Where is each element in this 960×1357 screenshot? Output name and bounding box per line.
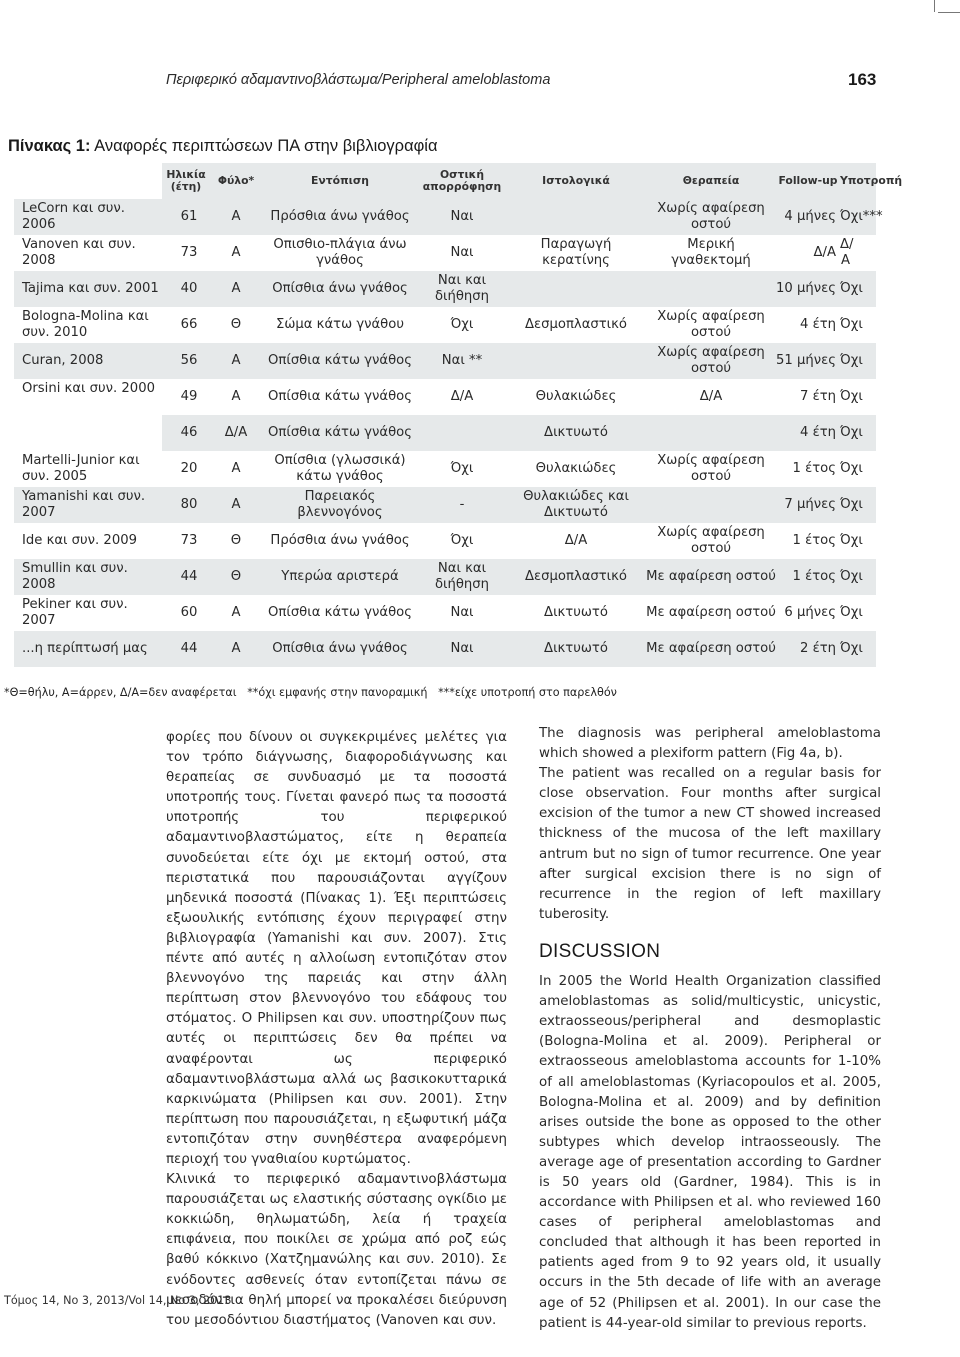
recurrence-cell: Όχι [840, 595, 876, 631]
recurrence-cell: Δ/Α [840, 235, 876, 271]
histo-cell: Παραγωγή κερατίνης [506, 235, 646, 271]
page-number: 163 [848, 70, 877, 89]
age-cell: 56 [162, 343, 210, 379]
histo-cell: Δεσμοπλαστικό [506, 559, 646, 595]
col-header: Εντόπιση [262, 163, 418, 199]
bone-cell: Όχι [418, 523, 506, 559]
followup-cell: 2 έτη [776, 631, 840, 667]
left-column [166, 728, 507, 1331]
bone-cell: Ναι [418, 199, 506, 235]
reference-cell: Yamanishi και συν. 2007 [14, 487, 162, 523]
recurrence-cell: Όχι [840, 415, 876, 451]
reference-cell: Orsini και συν. 2000 [14, 379, 162, 451]
running-title: Περιφερικό αδαμαντινοβλάστωμα/Peripheral ameloblastoma [166, 72, 551, 88]
therapy-cell: Χωρίς αφαίρεση οστού [646, 523, 776, 559]
site-cell: Οπίσθια κάτω γνάθος [262, 415, 418, 451]
reference-cell: Curan, 2008 [14, 343, 162, 379]
sex-cell: Α [210, 343, 262, 379]
sex-cell: Α [210, 271, 262, 307]
table-row [14, 307, 876, 343]
histo-cell: Δεσμοπλαστικό [506, 307, 646, 343]
therapy-cell: Μερική γναθεκτομή [646, 235, 776, 271]
recurrence-cell: Όχι [840, 523, 876, 559]
table-header-blank [14, 163, 162, 199]
followup-cell: 4 έτη [776, 415, 840, 451]
age-cell: 61 [162, 199, 210, 235]
site-cell: Οπίσθια άνω γνάθος [262, 631, 418, 667]
col-header: Φύλο* [210, 163, 262, 199]
site-cell: Οπίσθια κάτω γνάθος [262, 379, 418, 415]
age-cell: 44 [162, 631, 210, 667]
col-header: Ηλικία (έτη) [162, 163, 210, 199]
followup-cell: 1 έτος [776, 523, 840, 559]
paragraph: In 2005 the World Health Organization classified ameloblastomas as solid/multicystic, unicystic, extraosseous/peripheral and desmoplastic (Bologna-Molina et al. 2009). Peripheral or extraosseous ameloblastoma accounts for 1-10% of all ameloblastomas (Kyriacopoulos et al. 2005, Bologna-Molina et al. 2009) and by definition arises outside the bone as opposed to the other subtypes which develop intraosseously. The average age of presentation according to Gardner is 50 years old (Gardner, 1984). This is in accordance with Philipsen et al. who reviewed 160 cases of peripheral ameloblastomas and concluded that although it has been reported in patients aged from 9 to 92 years old, it usually occurs in the 5th decade of life with an average age of 52 (Philipsen et al. 2001). In our case the patient is 44-year-old similar to previous reports. [539, 974, 881, 1331]
recurrence-cell: Όχι [840, 487, 876, 523]
age-cell: 20 [162, 451, 210, 487]
histo-cell [506, 199, 646, 235]
bone-cell: Ναι και διήθηση [418, 271, 506, 307]
table-row [14, 631, 876, 667]
table-row [14, 595, 876, 631]
therapy-cell: Χωρίς αφαίρεση οστού [646, 307, 776, 343]
histo-cell [506, 271, 646, 307]
followup-cell: 10 μήνες [776, 271, 840, 307]
site-cell: Πρόσθια άνω γνάθος [262, 199, 418, 235]
bone-cell: Ναι [418, 631, 506, 667]
site-cell: Οπίσθια κάτω γνάθος [262, 343, 418, 379]
reference-cell: ...η περίπτωσή μας [14, 631, 162, 667]
paragraph: Κλινικά το περιφερικό αδαμαντινοβλάστωμα παρουσιάζεται ως ελαστικής σύστασης ογκίδιο με κοκκιώδη, θηλωματώδη, λεία ή τραχεία επιφάνεια, που ποικίλει σε χρώμα από ροζ εώς βαθύ κόκκινο (Χατζημανώλης και συν. 2010). Σε ενόδοντες ασθενείς όταν εντοπίζεται πάνω σε μεσοδόντια θηλή μπορεί να προκαλέσει διεύρυνση του μεσοδόντιου διαστήματος (Vanoven και συν. [166, 1172, 507, 1328]
histo-cell: Δικτυωτό [506, 415, 646, 451]
therapy-cell: Με αφαίρεση οστού [646, 559, 776, 595]
col-header: Υποτροπή [840, 163, 876, 199]
reference-cell: LeCorn και συν. 2006 [14, 199, 162, 235]
sex-cell: Α [210, 235, 262, 271]
therapy-cell: Χωρίς αφαίρεση οστού [646, 451, 776, 487]
followup-cell: 4 έτη [776, 307, 840, 343]
bone-cell: Δ/Α [418, 379, 506, 415]
table-title [8, 137, 438, 156]
sex-cell: Α [210, 379, 262, 415]
sex-cell: Δ/Α [210, 415, 262, 451]
therapy-cell [646, 415, 776, 451]
reference-cell: Martelli-Junior και συν. 2005 [14, 451, 162, 487]
sex-cell: Α [210, 631, 262, 667]
recurrence-cell: Όχι [840, 559, 876, 595]
bone-cell: - [418, 487, 506, 523]
histo-cell: Θυλακιώδες και Δικτυωτό [506, 487, 646, 523]
recurrence-cell: Όχι [840, 451, 876, 487]
age-cell: 73 [162, 523, 210, 559]
site-cell: Υπερώα αριστερά [262, 559, 418, 595]
bone-cell: Ναι και διήθηση [418, 559, 506, 595]
reference-cell: Bologna-Molina και συν. 2010 [14, 307, 162, 343]
col-header: Οστική απορρόφηση [418, 163, 506, 199]
table-row [14, 235, 876, 271]
site-cell: Οπισθιο-πλάγια άνω γνάθος [262, 235, 418, 271]
histo-cell: Θυλακιώδες [506, 379, 646, 415]
table-row [14, 379, 876, 415]
site-cell: Οπίσθια άνω γνάθος [262, 271, 418, 307]
histo-cell [506, 343, 646, 379]
sex-cell: Α [210, 487, 262, 523]
site-cell: Οπίσθια κάτω γνάθος [262, 595, 418, 631]
age-cell: 40 [162, 271, 210, 307]
paragraph: The diagnosis was peripheral ameloblastoma which showed a plexiform pattern (Fig 4a, b). [539, 726, 881, 762]
bone-cell: Ναι [418, 595, 506, 631]
therapy-cell: Δ/Α [646, 379, 776, 415]
bone-cell [418, 415, 506, 451]
table-row [14, 199, 876, 235]
histo-cell: Θυλακιώδες [506, 451, 646, 487]
references-table [14, 163, 903, 667]
site-cell: Παρειακός βλεννογόνος [262, 487, 418, 523]
therapy-cell: Χωρίς αφαίρεση οστού [646, 343, 776, 379]
followup-cell: 4 μήνες [776, 199, 840, 235]
reference-cell: Smullin και συν. 2008 [14, 559, 162, 595]
table-title-label: Πίνακας 1: [8, 137, 91, 155]
followup-cell: 1 έτος [776, 559, 840, 595]
therapy-cell [646, 487, 776, 523]
followup-cell: 1 έτος [776, 451, 840, 487]
sex-cell: Α [210, 451, 262, 487]
therapy-cell: Χωρίς αφαίρεση οστού [646, 199, 776, 235]
table-row [14, 487, 876, 523]
right-column [539, 724, 881, 1334]
bone-cell: Όχι [418, 307, 506, 343]
age-cell: 46 [162, 415, 210, 451]
discussion-heading: DISCUSSION [539, 940, 661, 962]
sex-cell: Θ [210, 307, 262, 343]
reference-cell: Tajima και συν. 2001 [14, 271, 162, 307]
table-header-row [14, 163, 876, 199]
site-cell: Οπίσθια (γλωσσικά) κάτω γνάθος [262, 451, 418, 487]
followup-cell: 7 έτη [776, 379, 840, 415]
histo-cell: Δ/Α [506, 523, 646, 559]
reference-cell: Vanoven και συν. 2008 [14, 235, 162, 271]
recurrence-cell: Όχι [840, 379, 876, 415]
col-header: Follow-up [776, 163, 840, 199]
recurrence-cell: Όχι [840, 631, 876, 667]
age-cell: 60 [162, 595, 210, 631]
followup-cell: Δ/Α [776, 235, 840, 271]
histo-cell: Δικτυωτό [506, 595, 646, 631]
table-row [14, 523, 876, 559]
col-header: Ιστολογικά [506, 163, 646, 199]
followup-cell: 7 μήνες [776, 487, 840, 523]
sex-cell: Θ [210, 559, 262, 595]
sex-cell: Α [210, 595, 262, 631]
histo-cell: Δικτυωτό [506, 631, 646, 667]
site-cell: Πρόσθια άνω γνάθος [262, 523, 418, 559]
site-cell: Σώμα κάτω γνάθου [262, 307, 418, 343]
table-row [14, 451, 876, 487]
age-cell: 73 [162, 235, 210, 271]
age-cell: 49 [162, 379, 210, 415]
recurrence-cell: Όχι [840, 307, 876, 343]
bone-cell: Όχι [418, 451, 506, 487]
therapy-cell [646, 271, 776, 307]
sex-cell: Θ [210, 523, 262, 559]
therapy-cell: Με αφαίρεση οστού [646, 631, 776, 667]
therapy-cell: Με αφαίρεση οστού [646, 595, 776, 631]
page-footer: Τόμος 14, No 3, 2013/Vol 14, No 3, 2013 [4, 1294, 232, 1307]
table-row [14, 271, 876, 307]
followup-cell: 51 μήνες [776, 343, 840, 379]
sex-cell: Α [210, 199, 262, 235]
crop-mark [934, 0, 935, 12]
paragraph: The patient was recalled on a regular basis for close observation. Four months after surgical excision of the tumor a new CT showed increased thickness of the mucosa of the left maxillary antrum but no sign of tumor recurrence. One year after surgical excision there is no sign of recurrence in the region of left maxillary tuberosity. [539, 766, 881, 922]
bone-cell: Ναι ** [418, 343, 506, 379]
followup-cell: 6 μήνες [776, 595, 840, 631]
table-row [14, 343, 876, 379]
table-row [14, 559, 876, 595]
bone-cell: Ναι [418, 235, 506, 271]
reference-cell: Ide και συν. 2009 [14, 523, 162, 559]
recurrence-cell: Όχι [840, 343, 876, 379]
recurrence-cell: Όχι*** [840, 199, 876, 235]
col-header: Θεραπεία [646, 163, 776, 199]
reference-cell: Pekiner και συν. 2007 [14, 595, 162, 631]
table-footnote: *Θ=θήλυ, Α=άρρεν, Δ/Α=δεν αναφέρεται **όχι εμφανής στην πανοραμική ***είχε υποτροπή στο παρελθόν [4, 686, 617, 699]
age-cell: 66 [162, 307, 210, 343]
age-cell: 44 [162, 559, 210, 595]
recurrence-cell: Όχι [840, 271, 876, 307]
age-cell: 80 [162, 487, 210, 523]
crop-mark [938, 12, 960, 13]
paragraph: φορίες που δίνουν οι συγκεκριμένες μελέτες για τον τρόπο διάγνωσης, διαφοροδιάγνωσης και θεραπείας σε συνδυασμό με τα ποσοστά υποτροπής τους. Γίνεται φανερό πως τα ποσοστά υποτροπής του περιφερικού αδαμαντινοβλαστώματος, είτε η θεραπεία συνοδεύεται είτε όχι με εκτομή οστού, στα περιστατικά που παρουσιάζονται αγγίζουν μηδενικά ποσοστά (Πίνακας 1). Έξι περιπτώσεις εξωουλικής εντόπισης έχουν περιγραφεί στην βιβλιογραφία (Yamanishi και συν. 2007). Στις πέντε από αυτές η αλλοίωση εντοπιζόταν στον βλεννογόνο της παρειάς και στην άλλη περίπτωση στον βλεννογόνο του εδάφους του στόματος. Ο Philipsen και συν. υποστηρίζουν πως αυτές οι περιπτώσεις δεν θα πρέπει να αναφέρονται ως περιφερικό αδαμαντινοβλάστωμα αλλά ως βασικοκυτταρικά καρκινώματα (Philipsen και συν. 2001). Στην περίπτωση που παρουσιάζεται, η εξωφυτική μάζα εντοπιζόταν στην συνηθέστερα αναφερόμενη περιοχή του γναθιαίου κυρτώματος. [166, 730, 507, 1167]
table-title-text: Αναφορές περιπτώσεων ΠΑ στην βιβλιογραφία [94, 137, 438, 155]
